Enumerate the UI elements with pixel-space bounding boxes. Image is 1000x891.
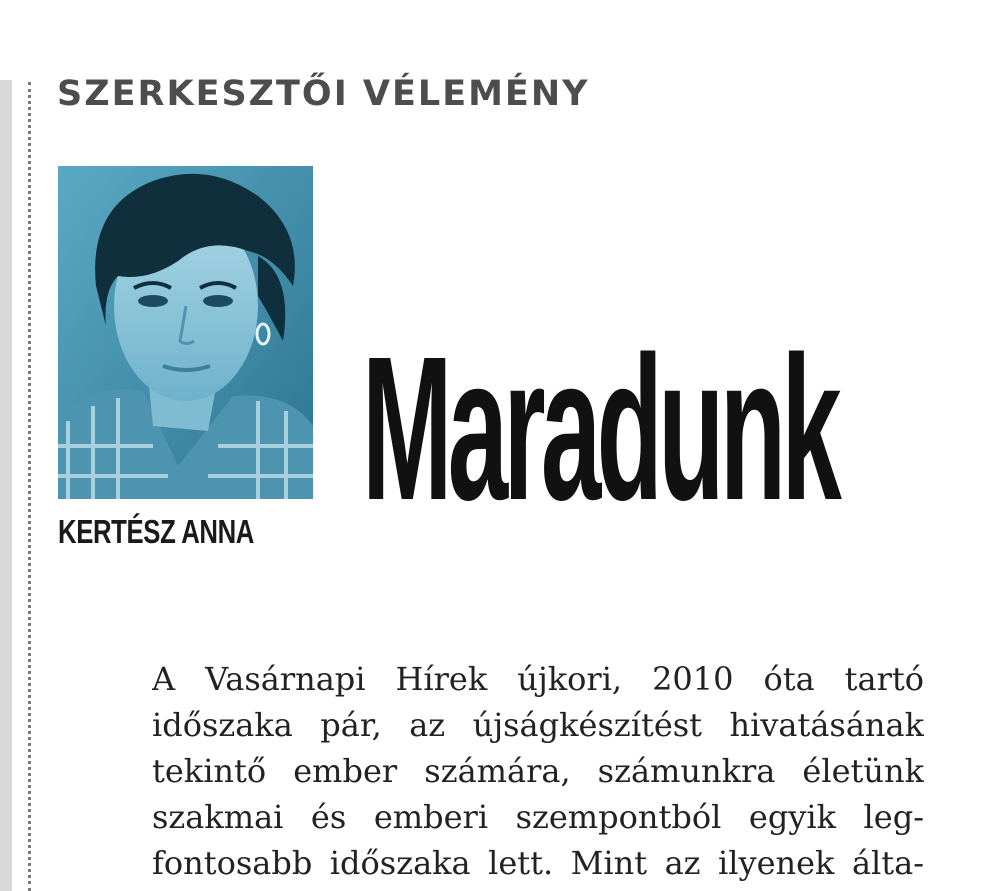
column-dotted-rule <box>28 82 31 891</box>
author-portrait <box>58 166 313 499</box>
body-line: tekintő ember számára, számunkra életünk <box>152 752 924 790</box>
body-line: A Vasárnapi Hírek újkori, 2010 óta tartó <box>152 660 924 698</box>
article-body <box>152 656 924 886</box>
section-label: SZERKESZTŐI VÉLEMÉNY <box>57 74 590 114</box>
author-name: KERTÉSZ ANNA <box>58 513 254 550</box>
body-line: fontosabb időszaka lett. Mint az ilyenek álta- <box>152 844 924 882</box>
article-headline: Maradunk <box>362 314 838 543</box>
page-edge-bar <box>0 80 12 891</box>
body-line: időszaka pár, az újságkészítést hivatásának <box>152 706 924 744</box>
body-line: szakmai és emberi szempontból egyik leg- <box>152 798 924 836</box>
